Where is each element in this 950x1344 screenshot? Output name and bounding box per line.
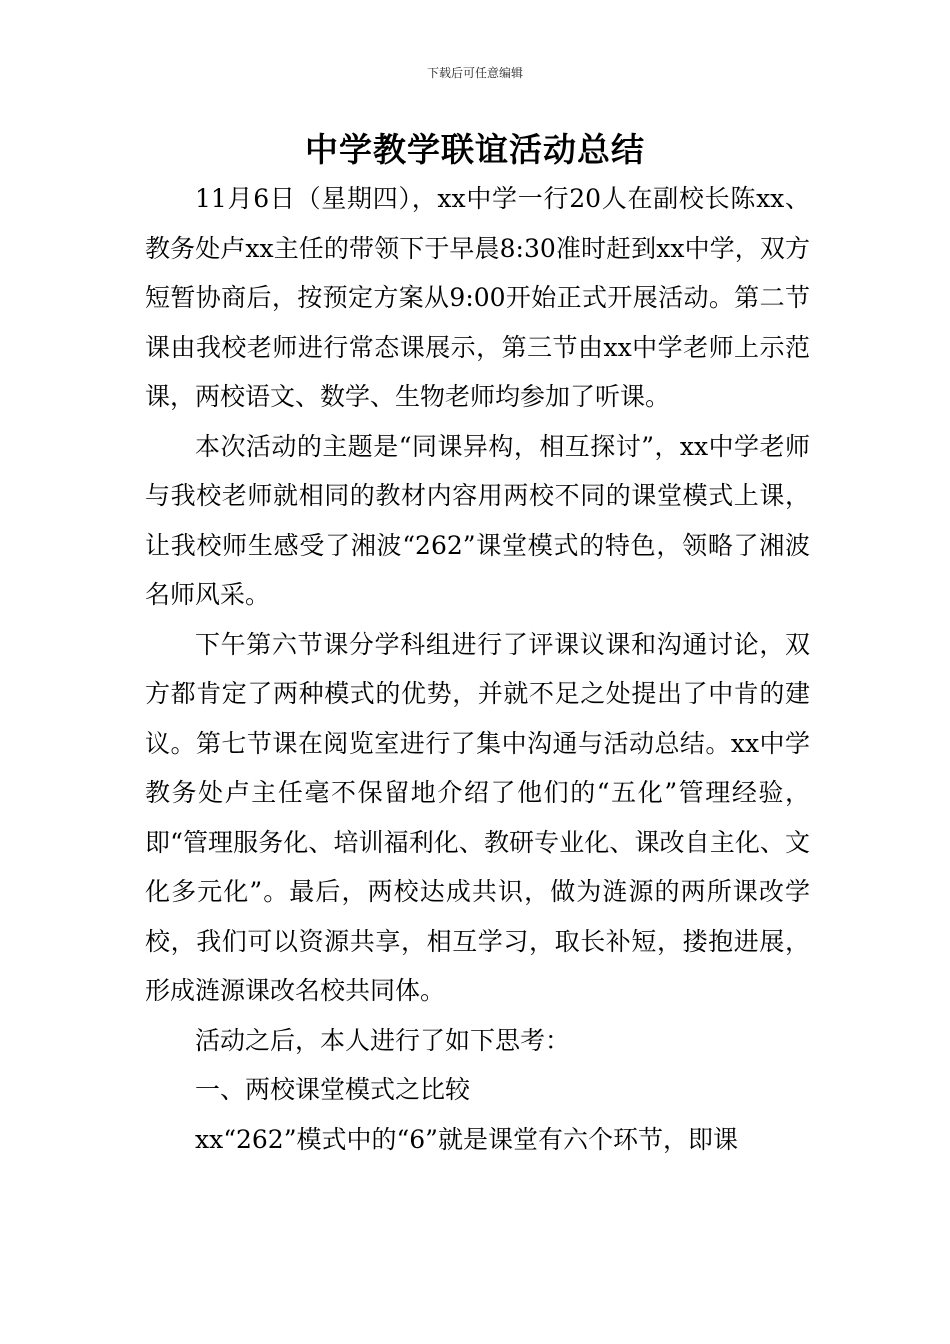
paragraph-reflection: 活动之后，本人进行了如下思考： xyxy=(195,1025,571,1055)
header-note: 下载后可任意编辑 xyxy=(426,66,523,80)
document-title: 中学教学联谊活动总结 xyxy=(305,130,645,169)
paragraph-model: xx“262”模式中的“6”就是课堂有六个环节，即课 xyxy=(195,1124,738,1154)
paragraph-intro: 11月6日（星期四），xx中学一行20人在副校长陈xx、教务处卢xx主任的带领下于早晨8:30准时赶到xx中学，双方短暂协商后，按预定方案从9:00开始正式开展活动。第二节课由我校老师进行常态课展示，第三节由xx中学老师上示范课，两校语文、数学、生物老师均参加了听课。 xyxy=(145,184,810,411)
paragraph-afternoon: 下午第六节课分学科组进行了评课议课和沟通讨论，双方都肯定了两种模式的优势，并就不足之处提出了中肯的建议。第七节课在阅览室进行了集中沟通与活动总结。xx中学教务处卢主任毫不保留地介绍了他们的“五化”管理经验，即“管理服务化、培训福利化、教研专业化、课改自主化、文化多元化”。最后，两校达成共识，做为涟源的两所课改学校，我们可以资源共享，相互学习，取长补短，搂抱进展，形成涟源课改名校共同体。 xyxy=(145,629,810,1005)
paragraph-theme: 本次活动的主题是“同课异构，相互探讨”，xx中学老师与我校老师就相同的教材内容用两校不同的课堂模式上课，让我校师生感受了湘波“262”课堂模式的特色，领略了湘波名师风采。 xyxy=(145,431,810,609)
section-heading: 一、两校课堂模式之比较 xyxy=(195,1075,471,1104)
document-body xyxy=(145,174,810,1164)
